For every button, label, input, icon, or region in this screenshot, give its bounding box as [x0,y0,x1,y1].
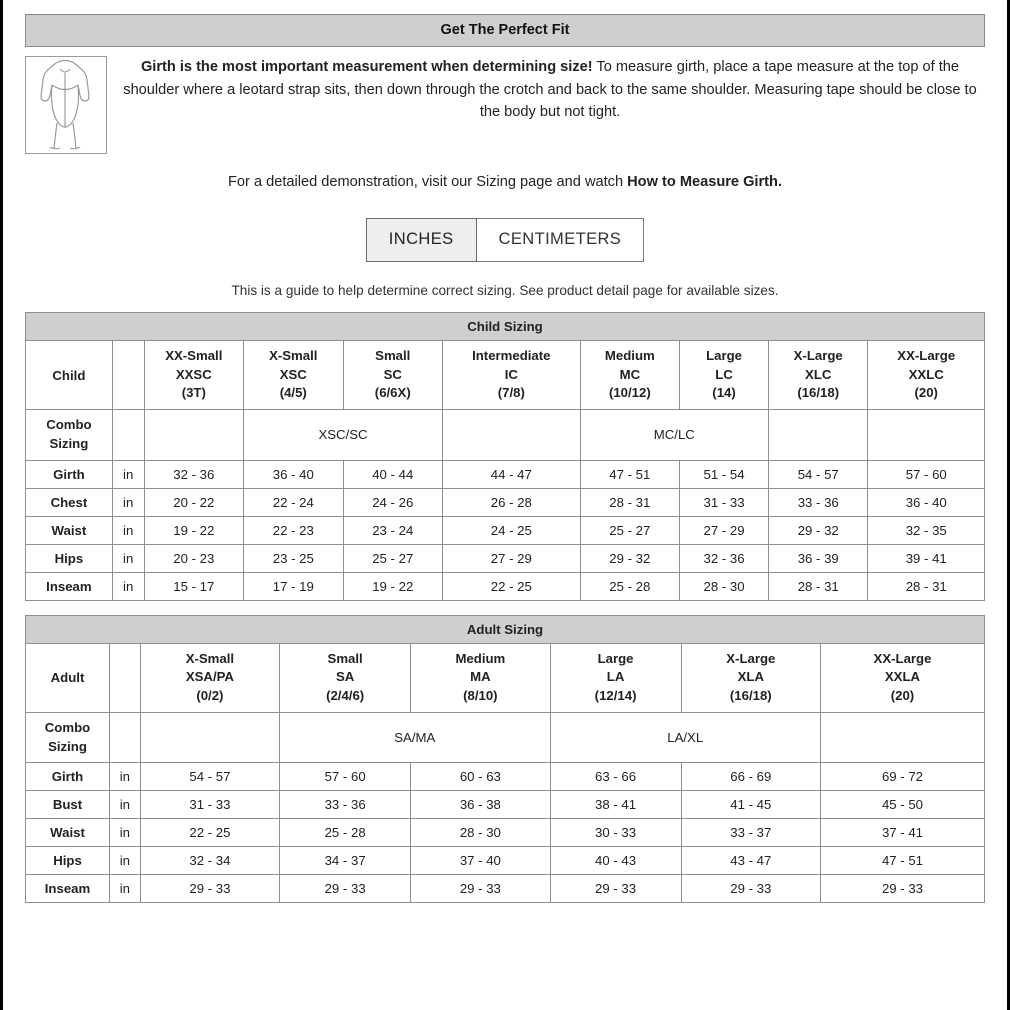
col-age: (0/2) [196,688,224,704]
col-code: XXLA [884,669,921,685]
adult-col-header-3 [550,643,681,712]
cell: 24 - 26 [343,488,442,516]
cell: 39 - 41 [868,544,985,572]
adult-combo-3 [820,712,984,762]
cell: 28 - 30 [680,572,769,600]
adult-combo-0 [140,712,279,762]
adult-col-header-5 [820,643,984,712]
adult-combo-label [26,712,110,762]
adult-table-title: Adult Sizing [26,615,985,643]
cell: 54 - 57 [140,763,279,791]
adult-combo-row [26,712,985,762]
adult-row-unit-0: in [110,763,141,791]
child-table-title: Child Sizing [26,313,985,341]
child-row-label-0: Girth [26,460,113,488]
leotard-figure-icon [25,56,107,154]
cell: 29 - 32 [768,516,867,544]
cell: 36 - 40 [244,460,343,488]
combo-label-1: Combo [44,719,91,735]
child-row-header: Child [26,341,113,410]
col-name: Large [597,650,634,666]
cell: 28 - 31 [768,572,867,600]
child-col-header-3 [443,341,581,410]
cell: 34 - 37 [280,847,411,875]
cell: 22 - 25 [443,572,581,600]
cell: 20 - 22 [144,488,243,516]
child-col-header-0 [144,341,243,410]
child-unit-header [112,341,144,410]
child-row-unit-0: in [112,460,144,488]
intro-section [25,47,985,154]
col-age: (20) [890,688,915,704]
col-code: IC [504,366,518,382]
cell: 36 - 39 [768,544,867,572]
cell: 29 - 33 [411,875,550,903]
child-col-header-2 [343,341,442,410]
cell: 44 - 47 [443,460,581,488]
col-code: XSA/PA [185,669,234,685]
adult-col-header-2 [411,643,550,712]
guide-note: This is a guide to help determine correct sizing. See product detail page for available sizes. [231,283,779,298]
table-row [26,763,985,791]
adult-col-header-4 [681,643,820,712]
cell: 40 - 43 [550,847,681,875]
col-age: (7/8) [497,385,525,401]
cell: 32 - 36 [144,460,243,488]
child-row-label-1: Chest [26,488,113,516]
child-col-header-5 [680,341,769,410]
cell: 33 - 36 [768,488,867,516]
col-code: XXLC [908,366,944,382]
child-row-unit-3: in [112,544,144,572]
cell: 15 - 17 [144,572,243,600]
child-col-header-6 [768,341,867,410]
demo-prefix: For a detailed demonstration, visit our Sizing page and watch [228,174,628,190]
table-row [26,544,985,572]
unit-inches-button[interactable]: INCHES [366,218,477,262]
cell: 29 - 33 [140,875,279,903]
cell: 25 - 27 [343,544,442,572]
intro-paragraph [119,56,985,124]
adult-row-label-2: Waist [26,819,110,847]
col-code: LC [715,366,733,382]
cell: 63 - 66 [550,763,681,791]
cell: 36 - 40 [868,488,985,516]
combo-label-1: Combo [46,417,92,433]
cell: 17 - 19 [244,572,343,600]
cell: 27 - 29 [443,544,581,572]
col-age: (8/10) [463,688,498,704]
cell: 54 - 57 [768,460,867,488]
cell: 41 - 45 [681,791,820,819]
cell: 47 - 51 [580,460,679,488]
child-col-header-4 [580,341,679,410]
child-combo-2 [443,410,581,460]
page-title: Get The Perfect Fit [25,14,985,47]
col-age: (2/4/6) [326,688,365,704]
col-name: Small [375,348,411,363]
cell: 29 - 33 [550,875,681,903]
adult-unit-header [110,643,141,712]
cell: 33 - 36 [280,791,411,819]
cell: 19 - 22 [343,572,442,600]
child-row-label-3: Hips [26,544,113,572]
table-row [26,488,985,516]
adult-row-unit-3: in [110,847,141,875]
adult-row-label-1: Bust [26,791,110,819]
col-age: (20) [914,385,938,401]
col-code: LA [606,669,625,685]
child-combo-4 [768,410,867,460]
adult-row-label-3: Hips [26,847,110,875]
adult-row-unit-4: in [110,875,141,903]
cell: 38 - 41 [550,791,681,819]
child-col-header-1 [244,341,343,410]
child-row-label-2: Waist [26,516,113,544]
child-row-label-4: Inseam [26,572,113,600]
col-code: XXSC [175,366,212,382]
cell: 32 - 35 [868,516,985,544]
child-row-unit-2: in [112,516,144,544]
table-row [26,875,985,903]
child-combo-1: XSC/SC [244,410,443,460]
cell: 57 - 60 [280,763,411,791]
cell: 36 - 38 [411,791,550,819]
cell: 45 - 50 [820,791,984,819]
adult-row-label-0: Girth [26,763,110,791]
table-row [26,819,985,847]
cell: 28 - 30 [411,819,550,847]
cell: 27 - 29 [680,516,769,544]
cell: 37 - 41 [820,819,984,847]
cell: 37 - 40 [411,847,550,875]
child-combo-5 [868,410,985,460]
adult-sizing-table [25,615,985,904]
col-age: (16/18) [797,385,840,401]
col-name: Medium [604,348,655,363]
col-name: XX-Large [897,348,956,363]
cell: 51 - 54 [680,460,769,488]
adult-col-header-0 [140,643,279,712]
child-combo-0 [144,410,243,460]
cell: 40 - 44 [343,460,442,488]
cell: 25 - 28 [580,572,679,600]
child-combo-label [26,410,113,460]
cell: 32 - 34 [140,847,279,875]
adult-combo-unit [110,712,141,762]
col-name: XX-Large [873,650,932,666]
intro-body: To measure girth, place a tape measure at the top of the shoulder where a leotard strap sits, then down through the crotch and back to the same shoulder. Measuring tape should be close to the body but not tight. [123,59,977,121]
cell: 24 - 25 [443,516,581,544]
table-row [26,572,985,600]
combo-label-2: Sizing [49,435,89,451]
col-name: X-Large [793,348,843,363]
cell: 32 - 36 [680,544,769,572]
unit-toggle-group [25,218,985,262]
child-combo-unit [112,410,144,460]
cell: 26 - 28 [443,488,581,516]
cell: 22 - 23 [244,516,343,544]
table-row [26,460,985,488]
cell: 19 - 22 [144,516,243,544]
col-name: X-Small [269,348,318,363]
col-age: (16/18) [729,688,772,704]
adult-row-header: Adult [26,643,110,712]
col-name: Small [327,650,363,666]
child-row-unit-4: in [112,572,144,600]
col-name: Intermediate [472,348,551,363]
cell: 60 - 63 [411,763,550,791]
cell: 25 - 28 [280,819,411,847]
cell: 31 - 33 [680,488,769,516]
child-combo-row [26,410,985,460]
col-name: Large [706,348,742,363]
cell: 29 - 32 [580,544,679,572]
col-code: XSC [279,366,307,382]
table-row [26,791,985,819]
adult-row-unit-1: in [110,791,141,819]
cell: 23 - 24 [343,516,442,544]
demo-link[interactable]: How to Measure Girth. [627,174,782,190]
col-name: X-Large [726,650,776,666]
cell: 22 - 24 [244,488,343,516]
col-age: (10/12) [608,385,651,401]
table-row [26,516,985,544]
col-age: (4/5) [279,385,307,401]
cell: 30 - 33 [550,819,681,847]
cell: 69 - 72 [820,763,984,791]
demo-line [25,174,985,190]
child-sizing-table [25,312,985,601]
cell: 23 - 25 [244,544,343,572]
col-code: XLC [805,366,832,382]
col-code: MA [470,669,491,685]
child-row-unit-1: in [112,488,144,516]
adult-combo-2: LA/XL [550,712,820,762]
cell: 33 - 37 [681,819,820,847]
cell: 20 - 23 [144,544,243,572]
adult-row-unit-2: in [110,819,141,847]
cell: 28 - 31 [868,572,985,600]
col-name: XX-Small [165,348,223,363]
combo-label-2: Sizing [48,738,87,754]
cell: 25 - 27 [580,516,679,544]
cell: 29 - 33 [681,875,820,903]
col-age: (14) [712,385,736,401]
col-name: Medium [455,650,506,666]
child-combo-3: MC/LC [580,410,768,460]
col-age: (3T) [181,385,206,401]
intro-bold-lead: Girth is the most important measurement when determining size! [140,59,593,75]
adult-row-label-4: Inseam [26,875,110,903]
col-age: (6/6X) [374,385,411,401]
cell: 29 - 33 [280,875,411,903]
child-col-header-7 [868,341,985,410]
cell: 29 - 33 [820,875,984,903]
col-name: X-Small [185,650,235,666]
cell: 57 - 60 [868,460,985,488]
col-code: XLA [737,669,764,685]
cell: 47 - 51 [820,847,984,875]
cell: 43 - 47 [681,847,820,875]
adult-col-header-1 [280,643,411,712]
cell: 31 - 33 [140,791,279,819]
col-age: (12/14) [594,688,637,704]
col-code: SC [383,366,402,382]
unit-centimeters-button[interactable]: CENTIMETERS [477,218,645,262]
col-code: MC [619,366,641,382]
table-row [26,847,985,875]
col-code: SA [335,669,355,685]
adult-combo-1: SA/MA [280,712,550,762]
cell: 22 - 25 [140,819,279,847]
cell: 66 - 69 [681,763,820,791]
cell: 28 - 31 [580,488,679,516]
